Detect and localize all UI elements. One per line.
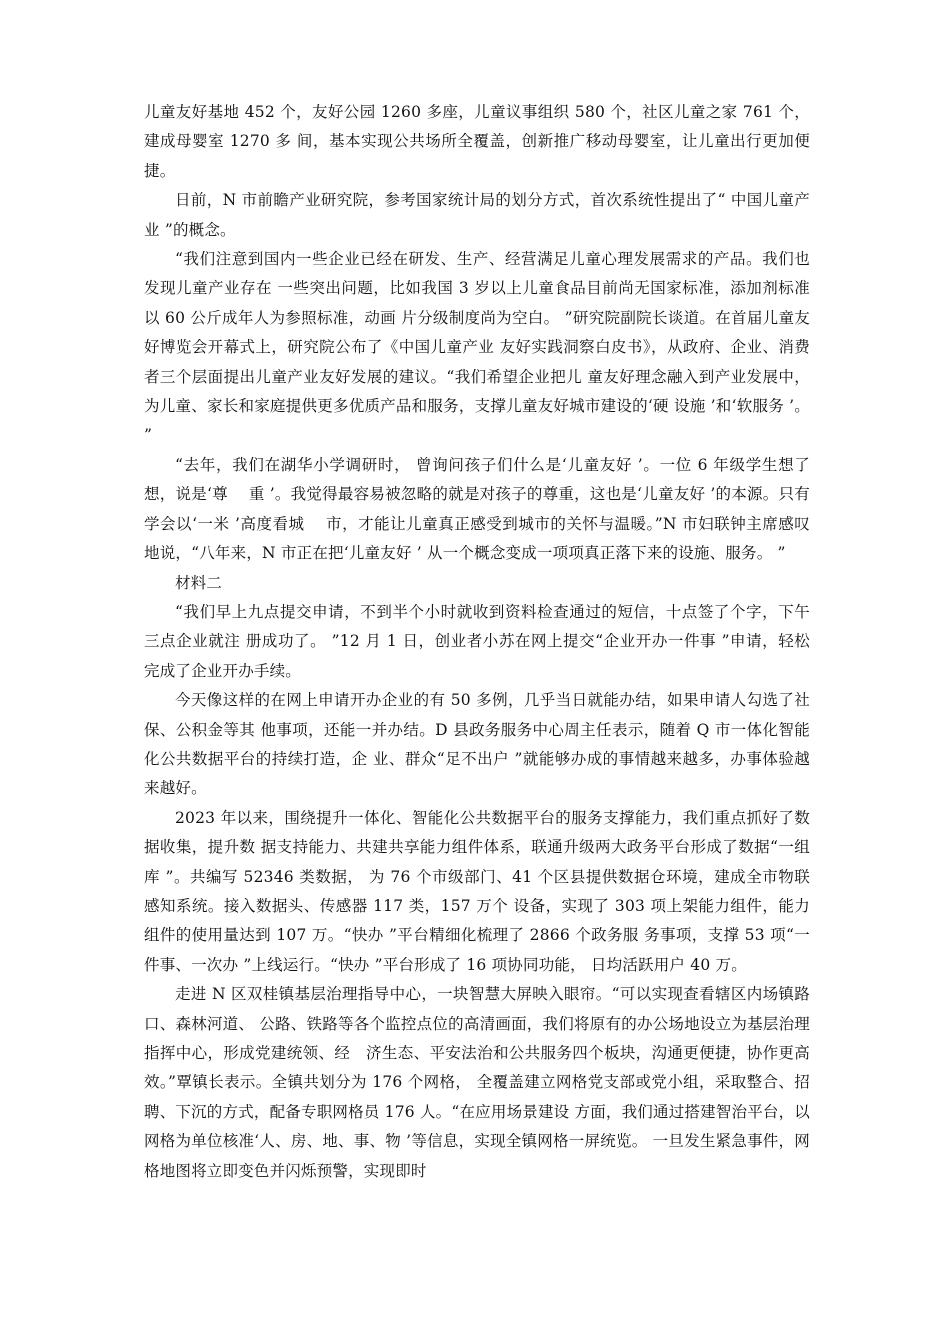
paragraph-7: 2023 年以来，围绕提升一体化、智能化公共数据平台的服务支撑能力，我们重点抓好了数据收集，提升数 据支持能力、共建共享能力组件体系，联通升级两大政务平台形成了数据“一组库 ”。共编写 52346 类数据， 为 76 个市级部门、41 个区县提供数据仓环境，建成全市物联感知系统。接入数据头、传感器 117 类，157 万个 设备，实现了 303 项上架能力组件，能力组件的使用量达到 107 万。“快办 ”平台精细化梳理了 2866 个政务服 务事项，支撑 53 项“一件事、一次办 ”上线运行。“快办 ”平台形成了 16 项协同功能， 日均活跃用户 40 万。: [144, 808, 810, 974]
paragraph-2: 日前，N 市前瞻产业研究院，参考国家统计局的划分方式，首次系统性提出了“ 中国儿童产业 ”的概念。: [144, 191, 810, 239]
section-heading-material-2: 材料二: [175, 573, 223, 592]
paragraph-4: “去年，我们在湖华小学调研时， 曾询问孩子们什么是‘儿童友好 ’。一位 6 年级学生想了想，说是‘尊 重 ’。我觉得最容易被忽略的就是对孩子的尊重，这也是‘儿童友好 ’的本源。只有学会以‘一米 ’高度看城 市，才能让儿童真正感受到城市的关怀与温暖。”N 市妇联钟主席感叹地说，“八年来，N 市正在把‘儿童友好 ’ 从一个概念变成一项项真正落下来的设施、服务。 ”: [144, 455, 810, 563]
paragraph-6: 今天像这样的在网上申请开办企业的有 50 多例，几乎当日就能办结，如果申请人勾选了社保、公积金等其 他事项，还能一并办结。D 县政务服务中心周主任表示，随着 Q 市一体化智能化公共数据平台的持续打造，企 业、群众“足不出户 ”就能够办成的事情越来越多，办事体验越来越好。: [144, 691, 810, 798]
paragraph-5: “我们早上九点提交申请，不到半个小时就收到资料检查通过的短信，十点签了个字，下午三点企业就注 册成功了。 ”12 月 1 日，创业者小苏在网上提交“企业开办一件事 ”申请，轻松完成了企业开办手续。: [144, 602, 810, 680]
paragraph-1: 儿童友好基地 452 个，友好公园 1260 多座，儿童议事组织 580 个，社区儿童之家 761 个，建成母婴室 1270 多 间，基本实现公共场所全覆盖，创新推广移动母婴室，让儿童出行更加便捷。: [144, 103, 810, 180]
paragraph-3: “我们注意到国内一些企业已经在研发、生产、经营满足儿童心理发展需求的产品。我们也发现儿童产业存在 一些突出问题，比如我国 3 岁以上儿童食品目前尚无国家标准，添加剂标准以 60 公斤成年人为参照标准，动画 片分级制度尚为空白。 ”研究院副院长谈道。在首届儿童友好博览会开幕式上，研究院公布了《中国儿童产业 友好实践洞察白皮书》，从政府、企业、消费者三个层面提出儿童产业友好发展的建议。“我们希望企业把儿 童友好理念融入到产业发展中，为儿童、家长和家庭提供更多优质产品和服务，支撑儿童友好城市建设的‘硬 设施 ’和‘软服务 ’。 ”: [144, 250, 810, 445]
paragraph-8: 走进 N 区双桂镇基层治理指导中心，一块智慧大屏映入眼帘。“可以实现查看辖区内场镇路口、森林河道、 公路、铁路等各个监控点位的高清画面，我们将原有的办公场地设立为基层治理指挥中心，形成党建统领、经 济生态、平安法治和公共服务四个板块，沟通更便捷，协作更高效。”覃镇长表示。全镇共划分为 176 个网格， 全覆盖建立网格党支部或党小组，采取整合、招聘、下沉的方式，配备专职网格员 176 人。“在应用场景建设 方面，我们通过搭建智治平台，以网格为单位核准‘人、房、地、事、物 ’等信息，实现全镇网格一屏统览。 一旦发生紧急事件，网格地图将立即变色并闪烁预警，实现即时: [144, 985, 810, 1180]
